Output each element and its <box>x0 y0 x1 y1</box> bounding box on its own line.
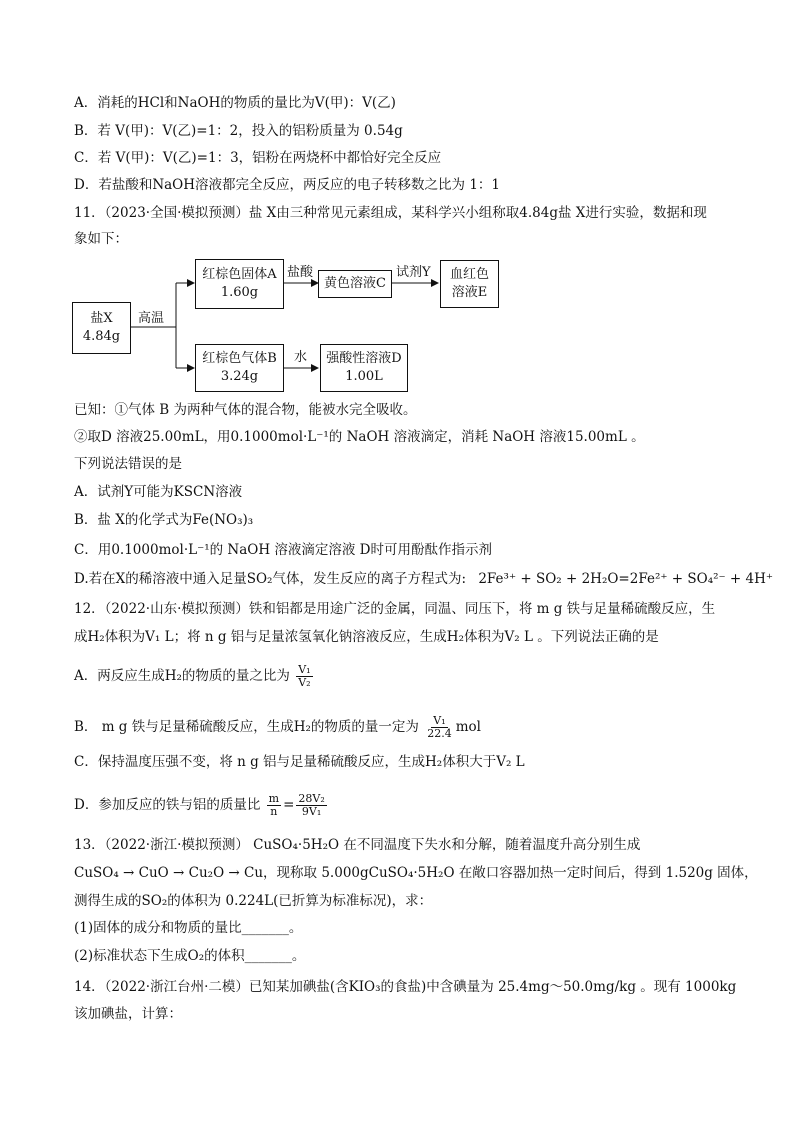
solid-a-label: 红棕色固体A <box>202 267 277 282</box>
q10-option-a: A．消耗的HCl和NaOH的物质的量比为V(甲)：V(乙) <box>74 95 396 111</box>
q11-question: 下列说法错误的是 <box>74 456 182 472</box>
salt-x-box <box>72 302 131 354</box>
fraction-denominator: V₂ <box>298 676 311 689</box>
q12-option-b-fraction <box>425 715 454 740</box>
acid-d-label: 强酸性溶液D <box>326 351 402 366</box>
q11-option-d-text: D.若在X的稀溶液中通入足量SO₂气体，发生反应的离子方程式为: <box>74 571 467 587</box>
blood-red-e-line2: 溶液E <box>451 285 488 300</box>
q12-stem-line2: 成H₂体积为V₁ L；将 n g 铝与足量浓氢氧化钠溶液反应，生成H₂体积为V₂ L 。下列说法正确的是 <box>74 629 659 645</box>
reagent-y-label: 试剂Y <box>396 265 431 280</box>
solid-a-mass: 1.60g <box>220 285 259 300</box>
q13-line3: 测得生成的SO₂的体积为 0.224L(已折算为标准标况)，求： <box>74 893 433 909</box>
q11-option-c: C．用0.1000mol·L⁻¹的 NaOH 溶液滴定溶液 D时可用酚酞作指示剂 <box>74 542 493 558</box>
q11-option-a: A．试剂Y可能为KSCN溶液 <box>74 484 243 500</box>
blood-red-e-line1: 血红色 <box>449 267 489 282</box>
q12-option-b <box>74 715 481 740</box>
q11-option-d <box>74 569 773 589</box>
q10-option-c: C．若 V(甲)：V(乙)=1：3，铝粉在两烧杯中都恰好完全反应 <box>74 150 442 166</box>
solid-a-box <box>195 259 284 309</box>
salt-x-label: 盐X <box>90 311 113 326</box>
q11-stem-line2: 象如下： <box>74 231 128 247</box>
hcl-label: 盐酸 <box>287 265 314 280</box>
equals-sign: = <box>283 797 295 813</box>
q12-option-d-fraction-2 <box>296 793 326 818</box>
q11-known-2: ②取D 溶液25.00mL，用0.1000mol·L⁻¹的 NaOH 溶液滴定，消耗 NaOH 溶液15.00mL 。 <box>74 429 645 445</box>
heat-label: 高温 <box>138 311 165 326</box>
q11-option-d-equation: 2Fe³⁺ + SO₂ + 2H₂O=2Fe²⁺ + SO₄²⁻ + 4H⁺ <box>478 571 774 587</box>
gas-b-mass: 3.24g <box>220 369 259 384</box>
q13-sub2: (2)标准状态下生成O₂的体积_______。 <box>74 948 306 964</box>
q14-line1: 14．（2022·浙江台州·二模）已知某加碘盐(含KIO₃的食盐)中含碘量为 25.4mg～50.0mg/kg 。现有 1000kg <box>74 979 737 995</box>
fraction-denominator: n <box>270 805 278 818</box>
acid-d-volume: 1.00L <box>345 369 383 384</box>
q10-option-d: D．若盐酸和NaOH溶液都完全反应，两反应的电子转移数之比为 1：1 <box>74 177 500 193</box>
q11-known-1: 已知：①气体 B 为两种气体的混合物，能被水完全吸收。 <box>74 402 417 418</box>
q12-option-a <box>74 664 315 689</box>
q10-option-b: B．若 V(甲)：V(乙)=1：2，投入的铝粉质量为 0.54g <box>74 123 403 139</box>
q12-option-b-text: B． m g 铁与足量稀硫酸反应，生成H₂的物质的量一定为 <box>74 719 419 735</box>
q12-option-d <box>74 793 329 818</box>
acid-d-box <box>320 344 408 392</box>
q11-stem-line1: 11．（2023·全国·模拟预测）盐 X由三种常见元素组成，某科学兴小组称取4.84g盐 X进行实验，数据和现 <box>74 205 707 221</box>
yellow-solution-c-box <box>318 270 392 298</box>
q13-sub1: (1)固体的成分和物质的量比_______。 <box>74 920 303 936</box>
q12-option-a-text: A．两反应生成H₂的物质的量之比为 <box>74 668 290 684</box>
q13-line1: 13．（2022·浙江·模拟预测） CuSO₄·5H₂O 在不同温度下失水和分解，随着温度升高分别生成 <box>74 837 641 853</box>
q12-option-d-text: D．参加反应的铁与铝的质量比 <box>74 797 261 813</box>
fraction-numerator: V₁ <box>433 714 446 727</box>
q12-option-a-fraction <box>296 664 312 689</box>
q12-option-c: C．保持温度压强不变，将 n g 铝与足量稀硫酸反应，生成H₂体积大于V₂ L <box>74 754 525 770</box>
fraction-denominator: 22.4 <box>427 727 452 740</box>
q12-option-d-fraction-1 <box>267 793 281 818</box>
gas-b-box <box>195 344 284 392</box>
fraction-denominator: 9V₁ <box>301 805 322 818</box>
q11-option-b: B．盐 X的化学式为Fe(NO₃)₃ <box>74 512 254 528</box>
yellow-solution-c-label: 黄色溶液C <box>324 276 386 291</box>
water-label: 水 <box>294 350 308 365</box>
q12-option-b-unit: mol <box>455 719 481 735</box>
fraction-numerator: 28V₂ <box>298 792 325 805</box>
gas-b-label: 红棕色气体B <box>202 351 277 366</box>
fraction-numerator: V₁ <box>298 663 311 676</box>
q13-line2: CuSO₄ → CuO → Cu₂O → Cu，现称取 5.000gCuSO₄·5H₂O 在敞口容器加热一定时间后，得到 1.520g 固体， <box>74 865 758 881</box>
q14-line2: 该加碘盐，计算： <box>74 1006 182 1022</box>
fraction-numerator: m <box>268 792 280 805</box>
salt-x-mass: 4.84g <box>82 329 121 344</box>
q12-stem-line1: 12．（2022·山东·模拟预测）铁和铝都是用途广泛的金属，同温、同压下，将 m g 铁与足量稀硫酸反应，生 <box>74 601 716 617</box>
blood-red-e-box <box>440 260 499 308</box>
